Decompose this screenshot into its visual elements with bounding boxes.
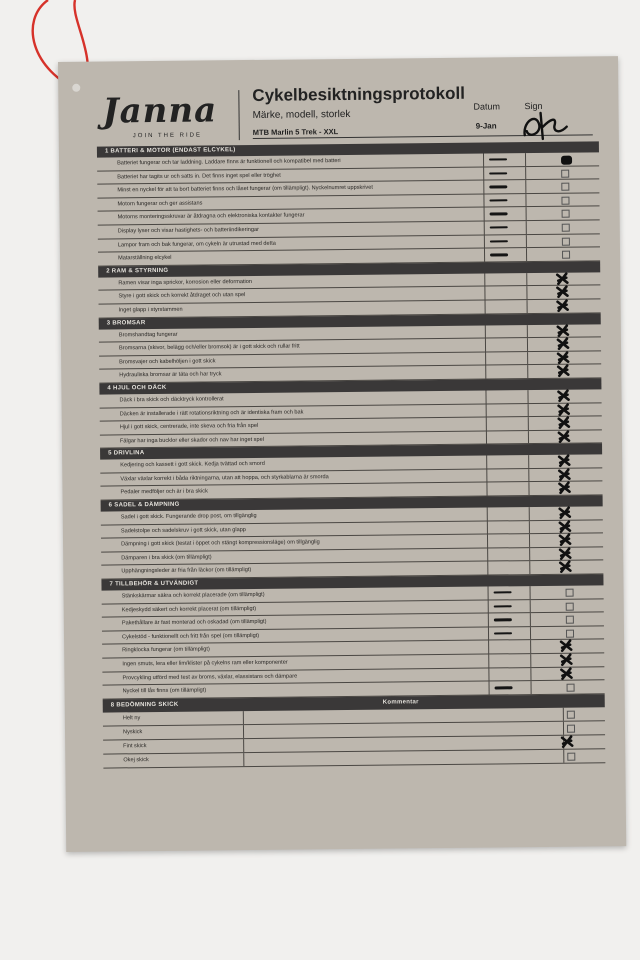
column-divider [529, 521, 530, 534]
column-divider [528, 483, 529, 496]
checkbox[interactable] [562, 251, 570, 259]
checkbox[interactable] [566, 589, 574, 597]
column-divider [528, 469, 529, 482]
column-divider [484, 235, 485, 248]
row-label: Pedaler medföljer och är i bra skick [120, 488, 208, 496]
column-divider [530, 668, 531, 681]
row-label: Däck i bra skick och däcktryck kontrollerat [119, 396, 224, 404]
x-checkmark[interactable] [559, 734, 575, 748]
punch-hole [72, 84, 80, 92]
checkbox[interactable] [562, 224, 570, 232]
column-divider [483, 181, 484, 194]
form-title: Cykelbesiktningsprotokoll [252, 83, 465, 105]
row-label: Minst en nyckel för att ta bort batteriet finns och låset fungerar (om tillämpligt). Nyckelnumret uppskrivet [117, 184, 373, 194]
column-divider [525, 167, 526, 180]
dash-mark [490, 253, 508, 256]
row-label: Stänkskärmar säkra och korrekt placerade (om tillämpligt) [121, 591, 265, 600]
section-header: 6 SADEL & DÄMPNING [101, 495, 603, 511]
column-divider [528, 455, 529, 468]
column-divider [563, 722, 564, 735]
checkbox[interactable] [561, 196, 569, 204]
checkbox[interactable] [567, 752, 575, 760]
column-divider [486, 404, 487, 417]
x-checkmark[interactable] [556, 416, 572, 430]
column-divider [563, 708, 564, 721]
column-divider [484, 249, 485, 262]
checkbox[interactable] [566, 629, 574, 637]
checkbox[interactable] [561, 169, 569, 177]
row-label: Kedjering och kassett i gott skick. Kedja tvättad och smord [120, 461, 265, 469]
x-checkmark[interactable] [555, 350, 571, 364]
column-divider [487, 548, 488, 561]
checklist-table [97, 141, 605, 768]
x-checkmark[interactable] [556, 429, 572, 443]
column-divider [488, 668, 489, 681]
column-divider [527, 365, 528, 378]
column-divider [485, 352, 486, 365]
form-subtitle: Märke, modell, storlek [252, 108, 351, 121]
column-divider [487, 535, 488, 548]
column-divider [488, 627, 489, 640]
x-checkmark[interactable] [555, 323, 571, 337]
section-header: 4 HJUL OCH DÄCK [99, 378, 601, 394]
column-divider [525, 180, 526, 193]
row-label: Pakethållare är fast monterad och oskadad (om tillämpligt) [121, 619, 267, 627]
dash-mark [495, 686, 513, 689]
x-checkmark[interactable] [556, 454, 572, 468]
x-checkmark[interactable] [555, 337, 571, 351]
column-divider [483, 154, 484, 167]
janna-logo: Janna JOIN THE RIDE [102, 90, 218, 140]
x-checkmark[interactable] [558, 639, 574, 653]
column-divider [484, 222, 485, 235]
column-divider [526, 248, 527, 261]
dash-mark [494, 591, 512, 594]
row-label: Batteriet fungerar och tar laddning. Laddare finns är funktionell och kompatibel med batteri [117, 158, 341, 167]
row-label: Ringklocka fungerar (om tillämpligt) [122, 646, 210, 654]
column-divider [530, 586, 531, 599]
column-divider [485, 366, 486, 379]
column-divider [485, 390, 486, 403]
column-divider [486, 483, 487, 496]
column-divider [527, 325, 528, 338]
dash-mark [490, 240, 508, 243]
x-checkmark[interactable] [557, 560, 573, 574]
column-divider [529, 507, 530, 520]
checkbox[interactable] [567, 684, 575, 692]
column-divider [528, 431, 529, 444]
column-divider [531, 681, 532, 694]
row-label: Lampor fram och bak fungerar, om cykeln är utrustad med detta [117, 240, 276, 248]
column-divider [486, 456, 487, 469]
column-divider [489, 682, 490, 695]
row-label: Matarställning elcykel [118, 254, 172, 262]
row-label: Styre i gott skick och korrekt åtdraget och utan spel [118, 292, 246, 300]
checkbox[interactable] [562, 237, 570, 245]
row-label: Nyckel till lås finns (om tillämpligt) [122, 687, 207, 695]
row-label: Sadel i gott skick. Fungerande drop post, om tillgänglig [120, 513, 257, 521]
column-divider [488, 600, 489, 613]
column-divider [527, 390, 528, 403]
column-divider [484, 273, 485, 286]
checkbox[interactable] [567, 710, 575, 718]
row-label: Växlar växlar korrekt i båda riktningarna, utan att hoppa, och styrkablarna är smorda [120, 474, 329, 483]
column-divider [526, 273, 527, 286]
column-divider [563, 750, 564, 763]
column-divider [487, 508, 488, 521]
row-label: Kedjeskydd säkert och korrekt placerat (om tillämpligt) [121, 605, 257, 613]
column-divider [483, 194, 484, 207]
x-checkmark[interactable] [558, 666, 574, 680]
column-divider [485, 300, 486, 313]
column-divider [527, 352, 528, 365]
column-divider [528, 417, 529, 430]
dash-mark [490, 226, 508, 229]
column-divider [484, 208, 485, 221]
column-divider [527, 300, 528, 313]
x-checkmark[interactable] [557, 546, 573, 560]
comment-field[interactable] [244, 750, 562, 766]
checkbox[interactable] [561, 156, 572, 165]
x-checkmark[interactable] [555, 364, 571, 378]
column-divider [528, 404, 529, 417]
row-label: Motorns monteringsskruvar är åtdragna och elektroniska kontakter fungerar [117, 212, 305, 221]
column-divider [483, 167, 484, 180]
row-label: Dämpning i gott skick (testat i öppet och stängt kompressionsläge) om tillgänglig [121, 539, 320, 548]
x-checkmark[interactable] [556, 481, 572, 495]
row-label: Ramen visar inga sprickor, korrosion eller deformation [118, 278, 253, 287]
column-divider [488, 587, 489, 600]
row-label: Hjul i gott skick, centrerade, inte skeva och fria från spel [119, 423, 259, 431]
row-label: Motorn fungerar och ger assistans [117, 200, 203, 208]
column-divider [526, 221, 527, 234]
column-divider [527, 338, 528, 351]
row-label: Batteriet har tagits ur och satts in. Det finns inget spel eller tröghet [117, 172, 281, 180]
column-divider [525, 194, 526, 207]
comment-label: Kommentar [382, 699, 419, 706]
row-label: Inget glapp i styrstammen [118, 306, 183, 314]
column-divider [529, 562, 530, 575]
checkbox[interactable] [567, 724, 575, 732]
row-label: Nyskick [122, 728, 143, 736]
row-label: Bromsarna (skivor, belägg och/eller bromsok) är i gott skick och rullar fritt [118, 343, 300, 352]
datum-label: Datum [473, 101, 501, 112]
row-label: Ingen smuts, lera eller lim/klister på cykelns ram eller komponenter [122, 659, 288, 668]
sign-label: Sign [524, 100, 543, 112]
row-label: Hydrauliska bromsar är täta och har tryck [119, 371, 222, 379]
checkbox[interactable] [561, 183, 569, 191]
row-label: Bromshandtag fungerar [118, 331, 178, 338]
checkbox[interactable] [566, 602, 574, 610]
section-header: 2 RAM & STYRNING [98, 261, 600, 277]
dash-mark [489, 158, 507, 161]
dash-mark [489, 199, 507, 202]
column-divider [487, 521, 488, 534]
datum-value: 9-Jan [475, 121, 497, 131]
x-checkmark[interactable] [554, 285, 570, 299]
x-checkmark[interactable] [556, 468, 572, 482]
signature [521, 109, 569, 144]
row-label: Fälgar har inga bucklor eller skador och nav har inget spel [119, 436, 264, 445]
column-divider [488, 641, 489, 654]
row-label: Däcken är installerade i rätt rotationsriktning och är identiska fram och bak [119, 408, 304, 417]
bike-model: MTB Marlin 5 Trek - XXL [252, 127, 339, 137]
column-divider [486, 469, 487, 482]
column-divider [526, 207, 527, 220]
column-divider [486, 418, 487, 431]
column-divider [487, 562, 488, 575]
x-checkmark[interactable] [557, 506, 573, 520]
logo-tagline: JOIN THE RIDE [132, 132, 203, 140]
row-label: Fint skick [123, 742, 147, 750]
dash-mark [494, 605, 512, 608]
x-checkmark[interactable] [554, 271, 570, 285]
column-divider [486, 431, 487, 444]
row-label: Okej skick [123, 756, 149, 764]
section-header: 5 DRIVLINA [100, 444, 602, 460]
row-label: Display lyser och visar hastighets- och batteriindikeringar [117, 226, 259, 235]
column-divider [526, 286, 527, 299]
x-checkmark[interactable] [557, 519, 573, 533]
column-divider [530, 600, 531, 613]
column-divider [525, 153, 526, 166]
header-divider [238, 90, 240, 140]
column-divider [488, 614, 489, 627]
assessment-title: 8 BEDÖMNING SKICK [110, 701, 179, 709]
column-divider [484, 287, 485, 300]
column-divider [485, 339, 486, 352]
x-checkmark[interactable] [555, 299, 571, 313]
row-label: Dämparen i bra skick (om tillämpligt) [121, 554, 212, 562]
checkbox[interactable] [562, 210, 570, 218]
dash-mark [490, 213, 508, 216]
row-label: Bromsvajer och kabelhöljen i gott skick [119, 358, 216, 366]
row-label: Provcykling utförd med test av broms, växlar, elassistans och dämpare [122, 673, 298, 681]
column-divider [526, 235, 527, 248]
dash-mark [494, 632, 512, 635]
section-header: 1 BATTERI & MOTOR (ENDAST ELCYKEL) [97, 141, 599, 157]
x-checkmark[interactable] [556, 402, 572, 416]
column-divider [530, 640, 531, 653]
dash-mark [494, 618, 512, 621]
column-divider [485, 325, 486, 338]
section-header: 3 BROMSAR [99, 313, 601, 329]
x-checkmark[interactable] [555, 389, 571, 403]
x-checkmark[interactable] [557, 533, 573, 547]
x-checkmark[interactable] [558, 653, 574, 667]
row-label: Upphängningsleder är fria från läckor (om tillämpligt) [121, 567, 252, 575]
column-divider [530, 627, 531, 640]
row-label: Cykelstöd - funktionellt och fritt från spel (om tillämpligt) [121, 632, 260, 641]
column-divider [530, 613, 531, 626]
column-divider [529, 534, 530, 547]
checkbox[interactable] [566, 616, 574, 624]
column-divider [530, 654, 531, 667]
row-label: Sadelstolpe och sadelskruv i gott skick, utan glapp [120, 526, 246, 535]
inspection-form [58, 56, 626, 852]
dash-mark [489, 172, 507, 175]
column-divider [529, 548, 530, 561]
row-label: Helt ny [122, 714, 141, 722]
column-divider [488, 655, 489, 668]
section-header: 7 TILLBEHÖR & UTVÄNDIGT [101, 574, 603, 590]
dash-mark [489, 185, 507, 188]
